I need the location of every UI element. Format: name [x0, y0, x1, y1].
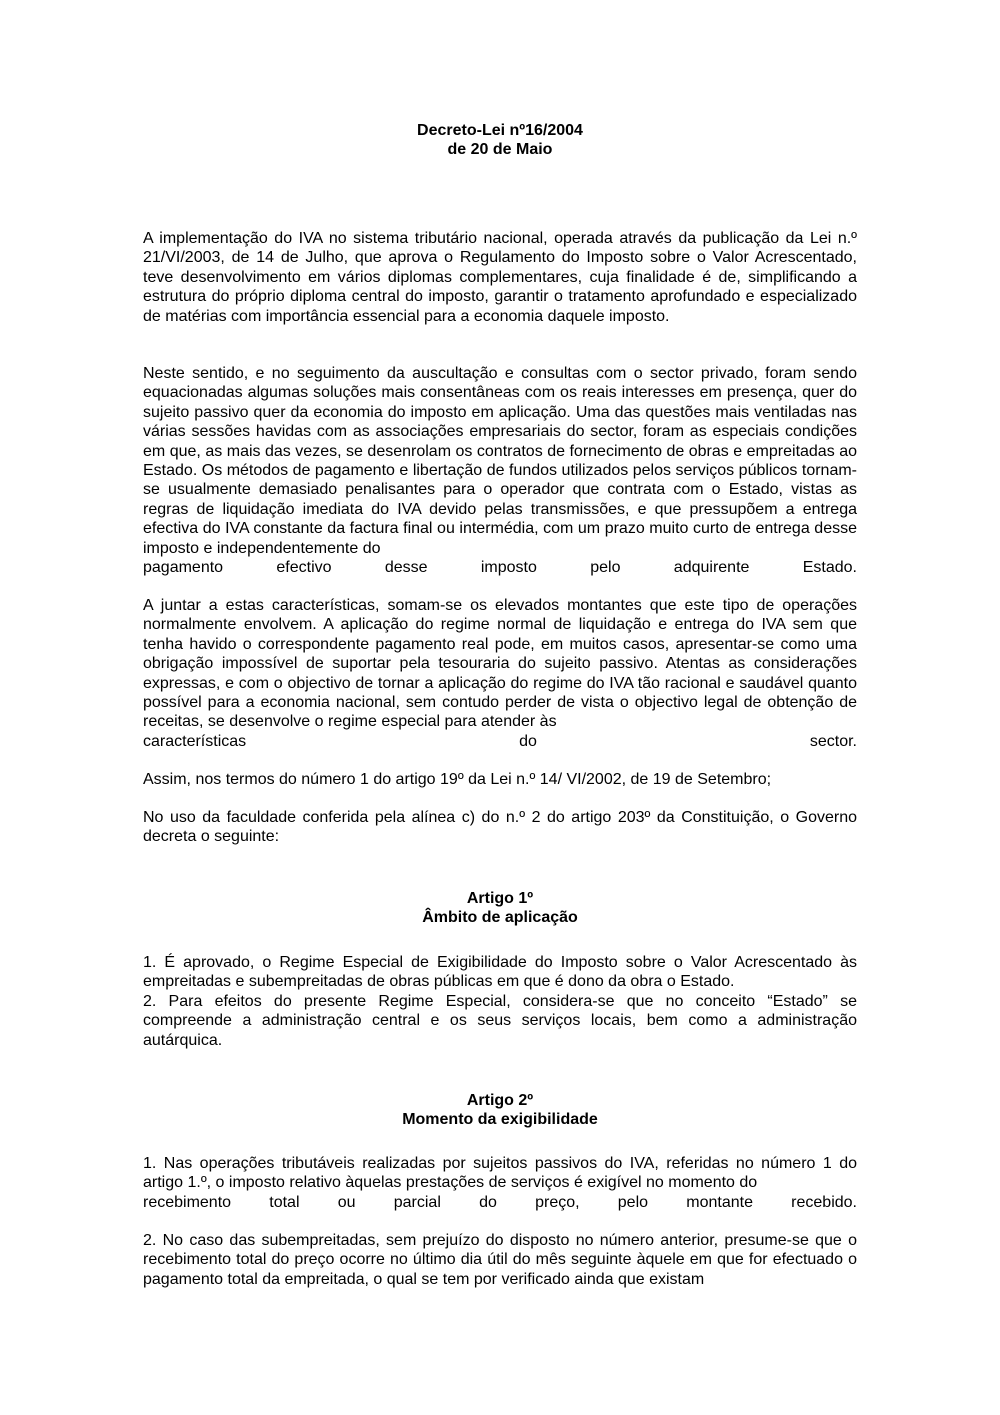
artigo-2-title: Artigo 2º [466, 1092, 534, 1109]
artigo-1-subtitle: Âmbito de aplicação [422, 909, 578, 927]
decree-date: de 20 de Maio [447, 141, 553, 159]
preamble-paragraph-1: A implementação do IVA no sistema tributário nacional, operada através da publicação da Lei n.º 21/VI/2003, de 14 de Julho, que aprova o Regulamento do Imposto sobre o Valor Acrescentado, teve desenvolvimento em vários diplomas complementares, cuja finalidade é de, simplificando a estrutura do próprio diploma central do imposto, garantir o tratamento aprofundado e especializado de matérias com importância essencial para a economia daquele imposto. [143, 230, 857, 325]
preamble-paragraph-3-body: A juntar a estas características, somam-se os elevados montantes que este tipo de operações normalmente envolvem. A aplicação do regime normal de liquidação e entrega do IVA sem que tenha havido o correspondente pagamento real pode, em muitos casos, apresentar-se como uma obrigação impossível de suportar pela tesouraria do sujeito passivo. Atentas as considerações expressas, e com o objectivo de tornar a aplicação do regime do IVA tão racional e saudável quanto possível para a economia nacional, sem contudo perder de vista o objectivo legal de obtenção de receitas, se desenvolve o regime especial para atender às [143, 597, 857, 731]
artigo-1-heading [143, 889, 857, 928]
preamble-paragraph-2-body: Neste sentido, e no seguimento da auscultação e consultas com o sector privado, foram sendo equacionadas algumas soluções mais consentâneas com os reais interesses em presença, quer do sujeito passivo quer da economia do imposto em aplicação. Uma das questões mais ventiladas nas várias sessões havidas com as associações empresariais do sector, foram as especiais condições em que, as mais das vezes, se desenrolam os contratos de fornecimento de obras e empreitadas ao Estado. Os métodos de pagamento e libertação de fundos utilizados pelos serviços públicos tornam-se usualmente demasiado penalisantes para o operador que contrata com o Estado, vistas as regras de liquidação imediata do IVA devido pelas transmissões, e que pressupõem a entrega efectiva do IVA constante da factura final ou intermédia, com um prazo muito curto de entrega desse imposto e independentemente do [143, 365, 857, 557]
artigo-2-subtitle: Momento da exigibilidade [402, 1111, 598, 1129]
preamble-paragraph-5: No uso da faculdade conferida pela alínea c) do n.º 2 do artigo 203º da Constituição, o Governo decreta o seguinte: [143, 809, 857, 846]
artigo-2-item-1-body: 1. Nas operações tributáveis realizadas por sujeitos passivos do IVA, referidas no número 1 do artigo 1.º, o imposto relativo àquelas prestações de serviços é exigível no momento do [143, 1155, 857, 1192]
artigo-1-title: Artigo 1º [466, 890, 534, 907]
artigo-1-item-2: 2. Para efeitos do presente Regime Especial, considera-se que no conceito “Estado” se compreende a administração central e os seus serviços locais, bem como a administração autárquica. [143, 992, 857, 1049]
artigo-1-item-1: 1. É aprovado, o Regime Especial de Exigibilidade do Imposto sobre o Valor Acrescentado às empreitadas e subempreitadas de obras públicas em que é dono da obra o Estado. [143, 954, 857, 991]
artigo-2-item-1 [143, 1154, 857, 1212]
artigo-2-item-2: 2. No caso das subempreitadas, sem prejuízo do disposto no número anterior, presume-se que o recebimento total do preço ocorre no último dia útil do mês seguinte àquele em que for efectuado o pagamento total da empreitada, o qual se tem por verificado ainda que existam [143, 1232, 857, 1288]
preamble-paragraph-2 [143, 364, 857, 577]
artigo-2-item-1-last-line: recebimento total ou parcial do preço, pelo montante recebido. [143, 1193, 857, 1211]
decree-header [143, 121, 857, 160]
decree-title: Decreto-Lei nº16/2004 [417, 122, 583, 139]
preamble-paragraph-3 [143, 596, 857, 751]
artigo-2-heading [143, 1091, 857, 1130]
preamble-paragraph-4: Assim, nos termos do número 1 do artigo 19º da Lei n.º 14/ VI/2002, de 19 de Setembro; [143, 771, 772, 788]
artigo-1-body [143, 953, 857, 1050]
preamble-paragraph-2-last-line: pagamento efectivo desse imposto pelo adquirente Estado. [143, 559, 857, 577]
preamble-paragraph-3-last-line: características do sector. [143, 732, 857, 750]
